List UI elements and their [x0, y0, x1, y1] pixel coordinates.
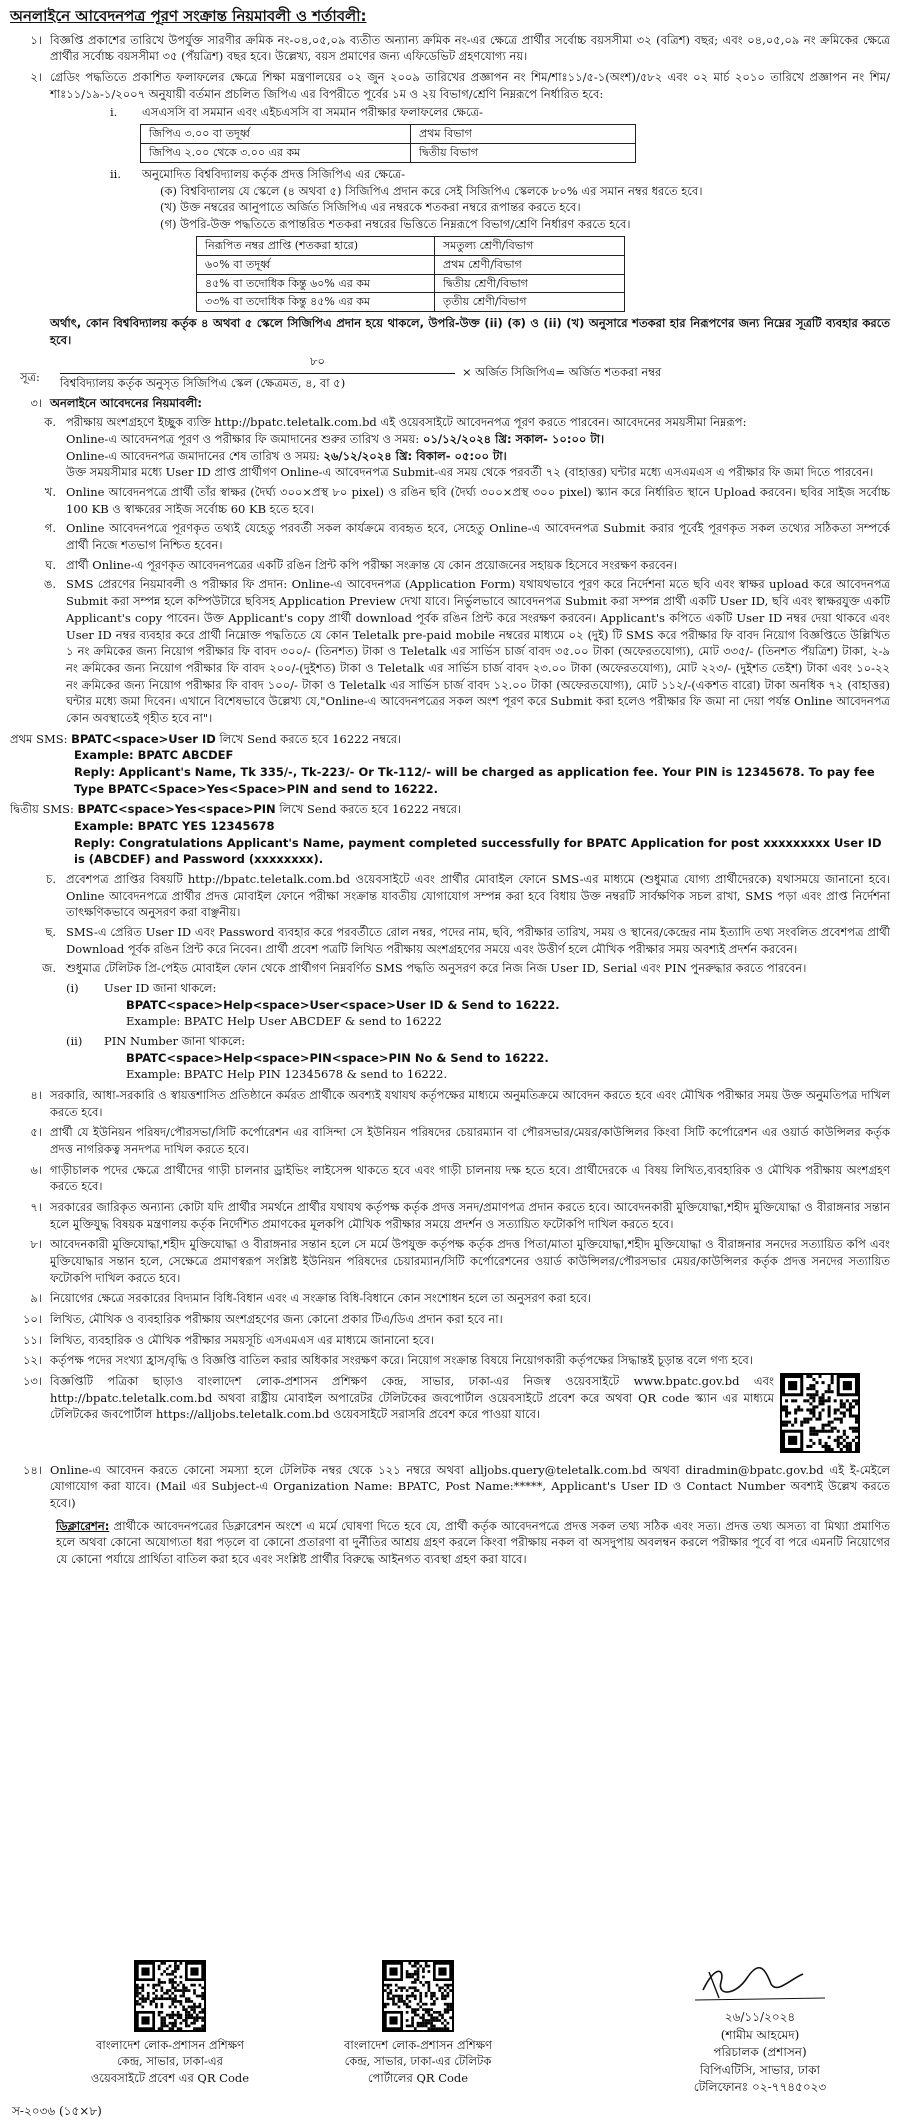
rule-number: ১৪। — [22, 1462, 42, 1477]
rule-text: Online আবেদনপত্রে পূরণকৃত তথ্যই যেহেতু পরবর্তী সকল কার্যক্রমে ব্যবহৃত হবে, সেহেতু Online-এ আবেদনপত্র Submit করার পূর্বেই পূরণকৃত সকল তথ্যের সঠিকতা সম্পর্কে প্রার্থী নিজে শতভাগ নিশ্চিত হবেন। — [66, 521, 890, 553]
sms-second — [10, 801, 890, 868]
sms-reply: Reply: Congratulations Applicant's Name, payment completed successfully for BPATC Application for post xxxxxxxxx User ID is (ABCDEF) and Password (xxxxxxxx). — [74, 835, 882, 867]
rule-3 — [10, 395, 890, 412]
letter-label: ঘ. — [45, 557, 56, 572]
help-example: Example: BPATC Help User ABCDEF & send to 16222 — [126, 1014, 442, 1029]
qr-caption: বাংলাদেশ লোক-প্রশাসন প্রশিক্ষণ — [95, 2037, 244, 2052]
letter-label: চ. — [46, 871, 56, 886]
rule-text: গাড়ীচালক পদের ক্ষেত্রে প্রার্থীদের গাড়ী চালনার ড্রাইভিং লাইসেন্স থাকতে হবে এবং গাড়ী চালনায় দক্ষ হতে হবে। প্রার্থীদেরকে এ বিষয় লিখিত,ব্যবহারিক ও মৌখিক পরীক্ষায় অংশগ্রহণ করতে হবে। — [50, 1162, 890, 1194]
rule-number: ৩। — [30, 395, 42, 410]
rule-number: ১২। — [22, 1353, 42, 1368]
rules-list — [10, 1087, 890, 1369]
rule-text: লিখিত, ব্যবহারিক ও মৌখিক পরীক্ষার সময়সূচি এসএমএস এর মাধ্যমে জানানো হবে। — [50, 1332, 434, 1347]
rule-text: SMS-এ প্রেরিত User ID এবং Password ব্যবহার করে পরবর্তীতে রোল নম্বর, পদের নাম, ছবি, পরীক্ষার তারিখ, সময় ও স্থানের/কেন্দ্রের নাম ইত্যাদি তথ্য সংবলিত প্রবেশপত্র প্রার্থী Download পূর্বক রঙিন প্রিন্ট করে নিবেন। প্রার্থী প্রবেশ পত্রটি লিখিত পরীক্ষায় অংশগ্রহণের সময়ে এবং উত্তীর্ণ হলে মৌখিক পরীক্ষার সময় অবশ্যই প্রদর্শন করবেন। — [66, 924, 890, 956]
sms-example: Example: BPATC ABCDEF — [74, 748, 234, 763]
signatory-designation: পরিচালক (প্রশাসন) — [713, 2045, 807, 2060]
formula-denominator: বিশ্ববিদ্যালয় কর্তৃক অনুসৃত সিজিপিএ স্কেল (ক্ষেত্রমত, ৪, বা ৫) — [60, 375, 346, 390]
rule-number: ১১। — [22, 1332, 42, 1347]
uni-line-kh: (খ) উক্ত নম্বরের আনুপাতে অর্জিত সিজিপিএ এর নম্বরকে শতকরা নম্বরে রূপান্তর করতে হবে। — [160, 200, 581, 215]
signatory-name: (শামীম আহমেদ) — [720, 2027, 800, 2042]
rule-text: Online আবেদনপত্রে প্রার্থী তাঁর স্বাক্ষর (দৈর্ঘ্য ৩০০×প্রস্থ ৮০ pixel) ও রঙিন ছবি (দৈর্ঘ্য ৩০০×প্রস্থ ৩০০ pixel) স্ক্যান করে নির্ধারিত স্থানে Upload করবেন। ছবির সাইজ সর্বোচ্চ 100 KB ও স্বাক্ষরের সাইজ সর্বোচ্চ 60 KB হতে হবে। — [66, 485, 890, 516]
table-row — [141, 125, 636, 144]
signature-date: ২৬/১১/২০২৪ — [724, 2010, 796, 2025]
letter-label: ঙ. — [43, 577, 56, 592]
rule-number: ৬। — [30, 1162, 42, 1177]
rule-text: আবেদনকারী মুক্তিযোদ্ধা,শহীদ মুক্তিযোদ্ধা ও বীরাঙ্গনার সন্তান হলে সে মর্মে উপযুক্ত কর্তৃপক্ষ কর্তৃক প্রদত্ত পিতা/মাতা মুক্তিযোদ্ধা,শহীদ মুক্তিযোদ্ধা ও বীরাঙ্গনার সনদের সত্যায়িত কপি এবং মুক্তিযোদ্ধার সন্তান হলে, সেক্ষেত্রে প্রমাণস্বরূপ সংশ্লিষ্ট ইউনিয়ন পরিষদের চেয়ারম্যান/সিটি কর্পোরেশনের ওয়ার্ড কাউন্সিলর/পৌরসভার মেয়র/কাউন্সিলর কর্তৃক প্রদত্ত সনদের সত্যায়িত ফটোকপি দাখিল করতে হবে। — [50, 1237, 890, 1285]
rule-number: ৫। — [30, 1125, 42, 1140]
qr-code-icon[interactable] — [134, 1960, 206, 2032]
rule-text: সরকারের জারিকৃত অন্যান্য কোটা যদি প্রার্থীর সমর্থনে প্রার্থীর যথাযথ কর্তৃপক্ষ কর্তৃক প্রদত্ত সনদ/প্রমাণপত্র প্রদান করতে হবে। আবেদনকারী মুক্তিযোদ্ধা,শহীদ মুক্তিযোদ্ধা ও বীরাঙ্গনার সন্তান হলে মুক্তিযুদ্ধ বিষয়ক মন্ত্রণালয় কর্তৃক নির্দেশিত প্রমাণকের মূলকপি মৌখিক পরীক্ষার সময়ে প্রদর্শন ও সত্যায়িত ফটোকপি দাখিল করতে হবে। — [50, 1200, 890, 1231]
qr-code-graphic — [384, 1962, 452, 2030]
ssc-subsection — [110, 104, 890, 121]
rule-item — [10, 1311, 890, 1328]
start-label: Online-এ আবেদনপত্র পূরণ ও পরীক্ষার ফি জমাদানের শুরুর তারিখ ও সময়: — [66, 432, 420, 447]
declaration-text: প্রার্থীকে আবেদনপত্রের ডিক্লারেশন অংশে এ মর্মে ঘোষণা দিতে হবে যে, প্রার্থী কর্তৃক আবেদনপত্রে প্রদত্ত সকল তথ্য সঠিক এবং সত্য। প্রদত্ত তথ্য অসত্য বা মিথ্যা প্রমাণিত হলে অথবা কোনো অযোগ্যতা ধরা পড়লে বা কোনো প্রতারণা বা দুর্নীতির আশ্রয় গ্রহণ করলে কিংবা পরীক্ষায় নকল বা অসদুপায় অবলম্বন করলে পরীক্ষার পূর্বে বা পরে এমনটি নিয়োগের যে কোনো পর্যায়ে প্রার্থিতা বাতিল করা হবে এবং সংশ্লিষ্ট প্রার্থীর বিরুদ্ধে আইনগত ব্যবস্থা গ্রহণ করা যাবে। — [56, 1518, 891, 1567]
signature-block — [660, 1960, 860, 2096]
formula-label: সূত্র: — [20, 369, 40, 384]
sms-tail: লিখে Send করতে হবে 16222 নম্বরে। — [279, 802, 462, 817]
help-example: Example: BPATC Help PIN 12345678 & send to 16222. — [126, 1067, 448, 1082]
table-cell: নিরূপিত নম্বর প্রাপ্তি (শতকরা হারে) — [197, 236, 435, 255]
qr-code-icon[interactable] — [780, 1373, 860, 1453]
letter-label: জ. — [42, 961, 56, 976]
letter-label: ক. — [44, 415, 56, 430]
declaration-label: ডিক্লারেশন: — [56, 1518, 110, 1533]
cgpa-formula — [10, 353, 890, 391]
rule-number: ৭। — [30, 1200, 42, 1214]
rule-text: SMS প্রেরণের নিয়মাবলী ও পরীক্ষার ফি প্রদান: Online-এ আবেদনপত্র (Application Form) যথাযথভাবে পূরণ করে নির্দেশনা মতে ছবি এবং স্বাক্ষর upload করে আবেদনপত্র Submit করা সম্পন্ন হলে কম্পিউটারে ছবিসহ Application Preview দেখা যাবে। নির্ভুলভাবে আবেদনপত্র Submit করা সম্পন্ন প্রার্থী একটি User ID, ছবি এবং স্বাক্ষরযুক্ত একটি Applicant's copy পাবেন। উক্ত Applicant's copy প্রার্থী download পূর্বক রঙিন প্রিন্ট করে সংরক্ষণ করবেন। Applicant's কপিতে একটি User ID নম্বর দেয়া থাকবে এবং User ID নম্বর ব্যবহার করে প্রার্থী নিম্নোক্ত পদ্ধতিতে যে কোন Teletalk pre-paid mobile নম্বরের মাধ্যমে ০২ (দুই) টি SMS করে পরীক্ষার ফি বাবদ নিয়োগ বিজ্ঞপ্তিতে উল্লিখিত ১ নং ক্রমিকের জন্য নিয়োগ পরীক্ষার ফি বাবদ ৩০০/- (তিনশত) টাকা ও Teletalk এর সার্ভিস চার্জ বাবদ ৩৫.০০ টাকা (অফেরতযোগ্য), মোট ৩৩৫/- (তিনশত পঁয়ত্রিশ) টাকা, ২-৯ নং ক্রমিকের জন্য নিয়োগ পরীক্ষার ফি বাবদ ২০০/-(দুইশত) টাকা ও Teletalk এর সার্ভিস চার্জ বাবদ ২৩.০০ টাকা (অফেরতযোগ্য), মোট ২২৩/- (দুইশত তেইশ) টাকা এবং ১০-২২ নং ক্রমিকের জন্য নিয়োগ পরীক্ষার ফি বাবদ ১০০/- টাকা ও Teletalk এর সার্ভিস চার্জ বাবদ ১২.০০ টাকা (অফেরতযোগ্য), মোট ১১২/-(একশত বারো) টাকা অনধিক ৭২ (বাহাত্তর) ঘন্টার মধ্যে জমা দিবেন। এখানে বিশেষভাবে উল্লেখ্য যে,"Online-এ আবেদনপত্রের সকল অংশ পূরণ করে Submit করা হলেও পরীক্ষার ফি জমা না দেয়া পর্যন্ত Online আবেদনপত্র কোন অবস্থাতেই গৃহীত হবে না"। — [66, 577, 890, 725]
table-cell: প্রথম বিভাগ — [411, 125, 636, 144]
sms-reply: Reply: Applicant's Name, Tk 335/-, Tk-223/- Or Tk-112/- will be charged as application fee. Your PIN is 12345678. To pay fee Type BPATC<Space>Yes<Space>PIN and send to 16222. — [74, 764, 875, 796]
rule-text: প্রবেশপত্র প্রাপ্তির বিষয়টি http://bpatc.teletalk.com.bd ওয়েবসাইটে এবং প্রার্থীর মোবাইল ফোনে SMS-এর মাধ্যমে (শুধুমাত্র যোগ্য প্রার্থীদেরকে) যথাসময়ে জানানো হবে। Online আবেদনপত্রে প্রার্থীর প্রদত্ত মোবাইল ফোনে পরীক্ষা সংক্রান্ত যাবতীয় যোগাযোগ সম্পন্ন করা হবে বিধায় উক্ত নম্বরটি সার্বক্ষণিক সচল রাখা, SMS পড়া এবং প্রাপ্ত নির্দেশনা তাৎক্ষণিকভাবে অনুসরণ করা বাঞ্ছনীয়। — [66, 871, 890, 920]
rule-item — [10, 1352, 890, 1369]
rule-text: সরকারি, আধা-সরকারি ও স্বায়ত্তশাসিত প্রতিষ্ঠানে কর্মরত প্রার্থীকে অবশ্যই যথাযথ কর্তৃপক্ষের মাধ্যমে অনুমতিক্রমে আবেদন করতে হবে এবং মৌখিক পরীক্ষার সময় উক্ত অনুমতিপত্র দাখিল করতে হবে। — [50, 1087, 890, 1119]
rule-3-gh — [10, 557, 890, 574]
table-cell: প্রথম শ্রেণী/বিভাগ — [435, 255, 625, 274]
help-heading: User ID জানা থাকলে: — [104, 980, 217, 995]
rule-text: বিজ্ঞপ্তিটি পত্রিকা ছাড়াও বাংলাদেশ লোক-প্রশাসন প্রশিক্ষণ কেন্দ্র, সাভার, ঢাকা-এর নিজস্ব ওয়েবসাইটে www.bpatc.gov.bd এবং http://bpatc.teletalk.com.bd অথবা রাষ্ট্রীয় মোবাইল অপারেটর টেলিটকের জবপোর্টাল ওয়েবসাইটে প্রবেশ করে অথবা QR code স্ক্যান এর মাধ্যমে টেলিটকের জবপোর্টাল https://alljobs.teletalk.com.bd ওয়েবসাইটে সরাসরি প্রবেশ করে পাওয়া যাবে। — [50, 1374, 774, 1422]
help-label: (i) — [66, 980, 79, 995]
qr-code-graphic — [136, 1962, 204, 2030]
help-user-id — [10, 980, 890, 1030]
fraction-bar — [60, 373, 455, 374]
table-cell: ৩৩% বা তদোধিক কিন্তু ৪৫% এর কম — [197, 293, 435, 312]
rule-text: উক্ত সময়সীমার মধ্যে User ID প্রাপ্ত প্রার্থীগণ Online-এ আবেদনপত্র Submit-এর সময় থেকে পরবর্তী ৭২ (বাহাত্তর) ঘন্টার মধ্যে এসএমএস এ পরীক্ষার ফি জমা দিতে পারবেন। — [66, 465, 874, 480]
table-cell: ৪৫% বা তদোধিক কিন্তু ৬০% এর কম — [197, 274, 435, 293]
rule-3-j — [10, 960, 890, 977]
table-header-row — [197, 236, 625, 255]
rule-item — [10, 1236, 890, 1286]
rule-text: লিখিত, মৌখিক ও ব্যবহারিক পরীক্ষায় অংশগ্রহণের জন্য কোনো প্রকার টিএ/ডিএ প্রদান করা হবে না। — [50, 1312, 503, 1327]
rule-text: বিজ্ঞপ্তি প্রকাশের তারিখে উপর্যুক্ত সারণীর ক্রমিক নং-০৪,০৫,০৯ ব্যতীত অন্যান্য ক্রমিক নং-এর ক্ষেত্রে প্রার্থীর সর্বোচ্চ বয়সসীমা ৩২ (বত্রিশ) বছর; এবং ০৪,০৫,০৯ নং ক্রমিকের ক্ষেত্রে প্রার্থীর সর্বোচ্চ বয়সসীমা ৩৫ (পঁয়ত্রিশ) বছর হবে। উল্লেখ্য, বয়স প্রমাণের জন্য এফিডেভিট গ্রহণযোগ্য নয়। — [50, 32, 890, 64]
table-cell: জিপিএ ২.০০ থেকে ৩.০০ এর কম — [141, 144, 411, 163]
table-cell: জিপিএ ৩.০০ বা তদূর্ধ্ব — [141, 125, 411, 144]
table-row — [197, 274, 625, 293]
qr-code-graphic — [782, 1375, 858, 1451]
ssc-grade-table — [140, 124, 636, 163]
rule-number: ১০। — [22, 1312, 42, 1327]
uni-subsection — [110, 166, 890, 183]
table-cell: ৬০% বা তদূর্ধ্ব — [197, 255, 435, 274]
table-cell: তৃতীয় শ্রেণী/বিভাগ — [435, 293, 625, 312]
rule-text: কর্তৃপক্ষ পদের সংখ্যা হ্রাস/বৃদ্ধি ও বিজ্ঞপ্তি বাতিল করার অধিকার সংরক্ষণ করে। নিয়োগ সংক্রান্ত বিষয়ে নিয়োগকারী কর্তৃপক্ষের সিদ্ধান্তই চূড়ান্ত বলে গণ্য হবে। — [50, 1353, 753, 1368]
rule-1 — [10, 32, 890, 65]
uni-line-k: (ক) বিশ্ববিদ্যালয় যে স্কেলে (৪ অথবা ৫) সিজিপিএ প্রদান করে সেই সিজিপিএ স্কেলকে ৮০% এর সমান নম্বর ধরতে হবে। — [160, 183, 703, 198]
rule-14 — [10, 1462, 890, 1512]
formula-times: × অর্জিত সিজিপিএ= অর্জিত শতকরা নম্বর — [462, 364, 662, 379]
rule-number: ৯। — [30, 1291, 42, 1306]
rule-3-ng — [10, 576, 890, 726]
sms-command: BPATC<space>Yes<space>PIN — [77, 802, 276, 817]
sms-tail: লিখে Send করতে হবে 16222 নম্বরে। — [219, 731, 402, 746]
table-cell: দ্বিতীয় বিভাগ — [411, 144, 636, 163]
rule-text: পরীক্ষায় অংশগ্রহণে ইচ্ছুক ব্যক্তি http://bpatc.teletalk.com.bd এই ওয়েবসাইটে আবেদনপত্র পূরণ করতে পারবেন। আবেদনের সময়সীমা নিম্নরূপ: — [66, 415, 747, 430]
end-label: Online-এ আবেদনপত্র জমাদানের শেষ তারিখ ও সময়: — [66, 448, 320, 463]
rule-2 — [10, 69, 890, 102]
rule-item — [10, 1199, 890, 1232]
sms-command: BPATC<space>User ID — [71, 731, 216, 746]
table-row — [197, 255, 625, 274]
help-command: BPATC<space>Help<space>PIN<space>PIN No & Send to 16222. — [126, 1050, 549, 1065]
rule-number: ৪। — [30, 1087, 42, 1102]
sms-label: দ্বিতীয় SMS: — [10, 802, 74, 817]
qr-caption: ওয়েবসাইটে প্রবেশ এর QR Code — [90, 2071, 250, 2086]
rule-item — [10, 1124, 890, 1157]
rule-3-kh — [10, 484, 890, 517]
letter-label: খ. — [44, 485, 56, 500]
sms-label: প্রথম SMS: — [10, 731, 68, 746]
rule-text: শুধুমাত্র টেলিটক প্রি-পেইড মোবাইল ফোন থেকে প্রার্থীগণ নিম্নবর্ণিত SMS পদ্ধতি অনুসরণ করে নিজ নিজ User ID, Serial এবং PIN পুনরুদ্ধার করতে পারবেন। — [66, 961, 807, 976]
formula-numerator: ৮০ — [310, 353, 325, 368]
signatory-office: বিপিএটিসি, সাভার, ঢাকা — [700, 2062, 820, 2077]
rule-number: ১। — [30, 32, 42, 47]
rule-3-ch — [10, 871, 890, 921]
signatory-phone: টেলিফোনঃ ০২-৭৭৪৫০২৩ — [693, 2079, 827, 2094]
rule-text: নিয়োগের ক্ষেত্রে সরকারের বিদ্যমান বিধি-বিধান এবং এ সংক্রান্ত বিধি-বিধানে কোন সংশোধন হলে তা অনুসরণ করা হবে। — [50, 1291, 591, 1306]
sms-first — [10, 731, 890, 798]
rule-number: ১৩। — [22, 1374, 42, 1389]
rule-text: প্রার্থী Online-এ পূরণকৃত আবেদনপত্রের একটি রঙিন প্রিন্ট কপি পরীক্ষা সংক্রান্ত যে কোন প্রয়োজনের সহায়ক হিসেবে সংরক্ষণ করবেন। — [66, 557, 677, 572]
rule-item — [10, 1290, 890, 1307]
rule-number: ২। — [30, 70, 42, 85]
help-command: BPATC<space>Help<space>User<space>User ID & Send to 16222. — [126, 997, 560, 1012]
sub-label: i. — [110, 105, 118, 120]
rule-heading: অনলাইনে আবেদনের নিয়মাবলী: — [50, 395, 202, 410]
uni-line-g: (গ) উপরি-উক্ত পদ্ধতিতে রূপান্তরিত শতকরা নম্বরের ভিত্তিতে নিম্নরূপে বিভাগ/শ্রেণি নির্ধারণ করতে হবে। — [160, 217, 631, 231]
footer-code: স-২০৩৬ (১৫×৮) — [12, 2104, 102, 2118]
sub-heading: অনুমোদিত বিশ্ববিদ্যালয় কর্তৃক প্রদত্ত সিজিপিএ এর ক্ষেত্রে- — [142, 166, 405, 181]
rule-item — [10, 1087, 890, 1120]
table-cell: দ্বিতীয় শ্রেণী/বিভাগ — [435, 274, 625, 293]
table-row — [197, 293, 625, 312]
table-cell: সমতুল্য শ্রেণী/বিভাগ — [435, 236, 625, 255]
qr-left-block — [70, 1960, 270, 2087]
qr-code-icon[interactable] — [382, 1960, 454, 2032]
help-label: (ii) — [66, 1033, 83, 1048]
end-value: ২৬/১২/২০২৪ খ্রি: বিকাল- ০৫:০০ টা। — [323, 448, 507, 463]
letter-label: ছ. — [45, 924, 56, 939]
table-row — [141, 144, 636, 163]
rule-item — [10, 1332, 890, 1349]
rule-item — [10, 1162, 890, 1195]
rule-13 — [10, 1373, 890, 1458]
help-heading: PIN Number জানা থাকলে: — [104, 1033, 246, 1048]
qr-caption: বাংলাদেশ লোক-প্রশাসন প্রশিক্ষণ — [343, 2037, 492, 2052]
qr-caption: পোর্টালের QR Code — [367, 2071, 469, 2086]
signature-icon — [685, 1960, 835, 2004]
qr-mid-block — [318, 1960, 518, 2087]
sub-heading: এসএসসি বা সমমান এবং এইচএসসি বা সমমান পরীক্ষার ফলাফলের ক্ষেত্রে- — [142, 105, 483, 120]
rule-text: Online-এ আবেদন করতে কোনো সমস্যা হলে টেলিটক নম্বর থেকে ১২১ নম্বরে অথবা alljobs.query@teletalk.com.bd অথবা diradmin@bpatc.gov.bd এই ই-মেইলে যোগাযোগ করা যাবে। (Mail এর Subject-এ Organization Name: BPATC, Post Name:*****, Applicant's User ID ও Contact Number অবশ্যই উল্লেখ করতে হবে।) — [50, 1462, 890, 1511]
sms-example: Example: BPATC YES 12345678 — [74, 818, 275, 833]
start-value: ০১/১২/২০২৪ খ্রি: সকাল- ১০:০০ টা। — [422, 432, 605, 447]
sub-label: ii. — [110, 166, 122, 181]
rule-3-k — [10, 414, 890, 481]
qr-caption: কেন্দ্র, সাভার, ঢাকা-এর — [117, 2054, 223, 2069]
rule-text: গ্রেডিং পদ্ধতিতে প্রকাশিত ফলাফলের ক্ষেত্রে শিক্ষা মন্ত্রণালয়ের ০২ জুন ২০০৯ তারিখের প্রজ্ঞাপন নং শিম/শাঃ১১/৫-১(অংশ)/৫৮২ এবং ০২ মার্চ ২০১০ তারিখে প্রজ্ঞাপন নং শিম/শাঃ১১/১৯-১/২০০৭ অনুযায়ী বর্তমান প্রচলিত জিপিএ এর বিপরীতে পূর্বের ১ম ও ২য় বিভাগ/শ্রেণি নিম্নরূপে নির্ধারিত হবে: — [50, 70, 890, 101]
declaration — [56, 1518, 890, 1568]
uni-after-text: অর্থাৎ, কোন বিশ্ববিদ্যালয় কর্তৃক ৪ অথবা ৫ স্কেলে সিজিপিএ প্রদান হয়ে থাকলে, উপরি-উক্ত (ii) (ক) ও (ii) (খ) অনুসারে শতকরা হার নিরূপণের জন্য নিম্নের সূত্রটি ব্যবহার করতে হবে। — [50, 316, 890, 348]
help-pin — [10, 1033, 890, 1083]
rule-3-chh — [10, 924, 890, 957]
uni-grade-table — [196, 236, 625, 313]
rule-number: ৮। — [30, 1237, 42, 1252]
rule-3-g — [10, 520, 890, 553]
letter-label: গ. — [44, 521, 56, 536]
rule-text: প্রার্থী যে ইউনিয়ন পরিষদ/পৌরসভা/সিটি কর্পোরেশন এর বাসিন্দা সে ইউনিয়ন পরিষদের চেয়ারম্যান বা পৌরসভার/মেয়র/কাউন্সিলর কিংবা সিটি কর্পোরেশন এর ওয়ার্ড কাউন্সিলর কর্তৃক প্রদত্ত নাগরিকত্ব সনদপত্র দাখিল করতে হবে। — [50, 1125, 890, 1156]
footer-area — [0, 1960, 900, 2125]
page-title: অনলাইনে আবেদনপত্র পূরণ সংক্রান্ত নিয়মাবলী ও শর্তাবলী: — [10, 7, 367, 25]
qr-caption: কেন্দ্র, সাভার, ঢাকা-এর টেলিটক — [344, 2054, 492, 2069]
